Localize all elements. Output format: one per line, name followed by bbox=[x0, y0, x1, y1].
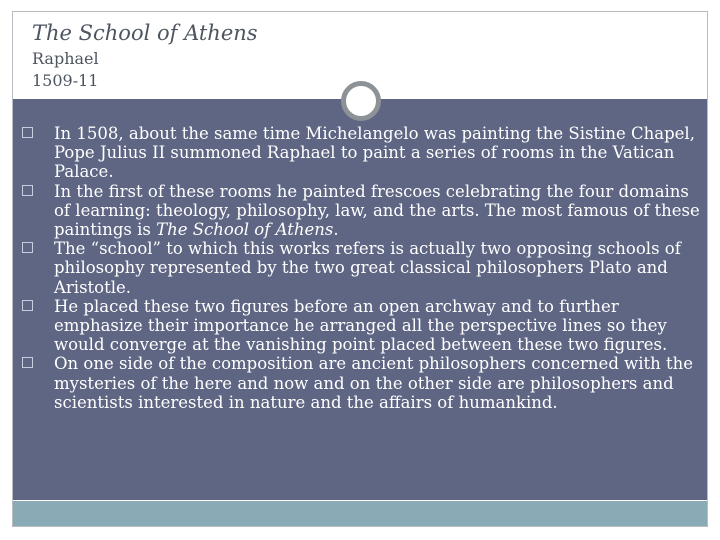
slide-artist: Raphael bbox=[32, 49, 99, 68]
list-item bbox=[22, 124, 702, 182]
list-item bbox=[22, 239, 702, 297]
bullet-square-icon bbox=[22, 300, 33, 311]
bullet-square-icon bbox=[22, 127, 33, 138]
list-item bbox=[22, 354, 702, 412]
bullet-square-icon bbox=[22, 242, 33, 253]
footer-bar bbox=[13, 501, 707, 526]
bullet-text: In the first of these rooms he painted frescoes celebrating the four domains of learning: theology, philosophy, law, and the arts. The most famous of these paintings is The School of Athens. bbox=[54, 181, 700, 240]
bullet-square-icon bbox=[22, 357, 33, 368]
bullet-text: The “school” to which this works refers is actually two opposing schools of philosophy represented by the two great classical philosophers Plato and Aristotle. bbox=[54, 239, 681, 297]
painting-title: The School of Athens bbox=[156, 220, 334, 240]
bullet-square-icon bbox=[22, 185, 33, 196]
bullet-text: He placed these two figures before an open archway and to further emphasize their importance he arranged all the perspective lines so they would converge at the vanishing point placed between these two figures. bbox=[54, 296, 668, 355]
bullet-list bbox=[22, 124, 702, 412]
list-item bbox=[22, 182, 702, 240]
bullet-text: In 1508, about the same time Michelangelo was painting the Sistine Chapel, Pope Julius II summoned Raphael to paint a series of rooms in the Vatican Palace. bbox=[54, 124, 695, 182]
slide-date: 1509-11 bbox=[32, 71, 99, 90]
list-item bbox=[22, 297, 702, 355]
slide-title: The School of Athens bbox=[32, 21, 258, 45]
circle-ornament-icon bbox=[341, 81, 381, 121]
bullet-text: On one side of the composition are ancient philosophers concerned with the mysteries of the here and now and on the other side are philosophers and scientists interested in nature and the affairs of humankind. bbox=[54, 354, 694, 412]
